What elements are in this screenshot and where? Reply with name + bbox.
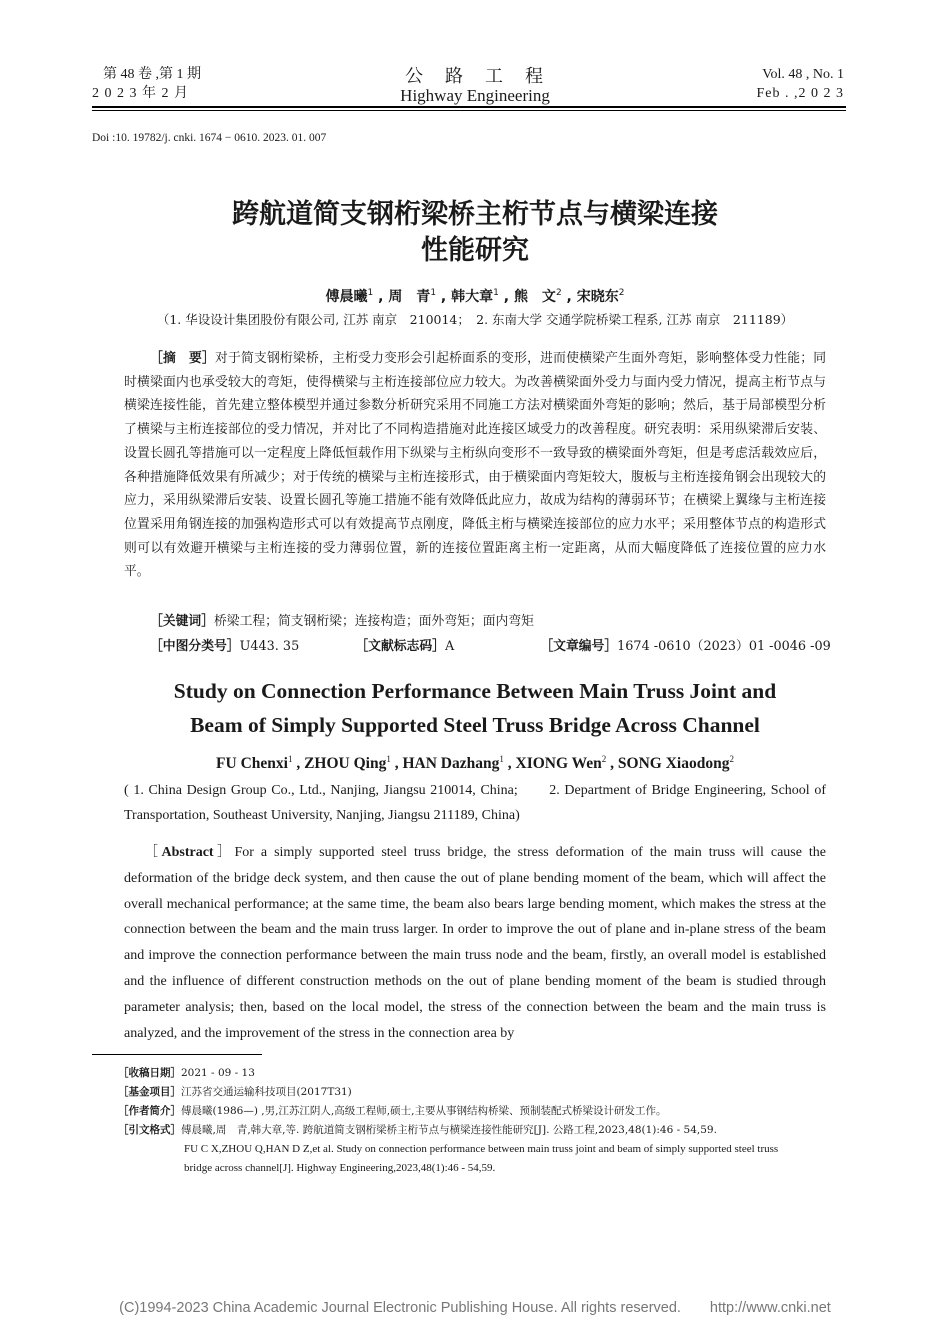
author-en: SONG Xiaodong$^2$ xyxy=(617,754,734,772)
title-en-line1: Study on Connection Performance Between Main Truss Joint and xyxy=(173,679,777,703)
author-cn: 熊 文$^2$ , xyxy=(513,288,577,305)
article-value: 1674 -0610（2023）01 -0046 -09 xyxy=(617,639,831,654)
authors-cn xyxy=(0,286,950,306)
authors-en xyxy=(0,755,950,773)
header-date-en: Feb . ,2 0 2 3 xyxy=(756,86,844,101)
keywords-text: 桥梁工程；简支钢桁梁；连接构造；面外弯矩；面内弯矩 xyxy=(213,614,534,629)
clc-label: ［中图分类号］ xyxy=(150,639,240,654)
doc-label: ［文献标志码］ xyxy=(355,639,445,654)
footnote-received: ［收稿日期］2021 - 09 - 13 xyxy=(118,1067,255,1079)
doi: Doi :10. 19782/j. cnki. 1674 − 0610. 2023. 01. 007 xyxy=(92,132,327,144)
footnote-cite-en-1: FU C X,ZHOU Q,HAN D Z,et al. Study on connection performance between main truss joint and beam of simply supported steel truss xyxy=(184,1143,779,1155)
clc-value: U443. 35 xyxy=(239,639,300,654)
author-cn: 韩大章$^1$ , xyxy=(451,288,514,305)
author-en: HAN Dazhang$^1$ , xyxy=(402,754,516,772)
footnote-cite-en-2: bridge across channel[J]. Highway Engineering,2023,48(1):46 - 54,59. xyxy=(184,1162,496,1174)
abstract-en-label: ［Abstract］ xyxy=(144,845,235,860)
footnotes xyxy=(118,1064,868,1178)
author-cn: 傅晨曦$^1$ , xyxy=(325,288,389,305)
abstract-en xyxy=(124,840,826,1046)
copyright-notice: (C)1994-2023 China Academic Journal Electronic Publishing House. All rights reserved. http://www.cnki.net xyxy=(119,1300,831,1316)
author-en: FU Chenxi$^1$ , xyxy=(216,754,305,772)
footnote-author: ［作者简介］傅晨曦(1986—) ,男,江苏江阴人,高级工程师,硕士,主要从事钢结构桥梁、预制装配式桥梁设计研发工作。 xyxy=(118,1105,667,1117)
footnote-fund: ［基金项目］江苏省交通运输科技项目(2017T31) xyxy=(118,1086,352,1098)
journal-title-en: Highway Engineering xyxy=(400,86,550,105)
keywords-label: ［关键词］ xyxy=(150,614,214,629)
abstract-en-text: For a simply supported steel truss bridge, the stress deformation of the main truss will cause the deformation of the bridge deck system, and then cause the out of plane bending moment of the beam, which will affect the overall mechanical performance; at the same time, the beam also bears large bending moment, which makes the stress at the connection between the beam and the main truss larger. In order to improve the out of plane and in-plane stress of the beam and improve the connection performance between the main truss node and the beam, firstly, an overall model is established and the influence of different construction methods on the out of plane bending moment of the beam is studied through parameter analysis; then, based on the local model, the stress of the connection between the beam and the main truss is analyzed, and the improvement of the stress in the connection area by xyxy=(124,845,827,1041)
author-en: XIONG Wen$^2$ , xyxy=(515,754,618,772)
affiliations-en: ( 1. China Design Group Co., Ltd., Nanjing, Jiangsu 210014, China; 2. Department of Bridge Engineering, School of Transportation, Southeast University, Nanjing, Jiangsu 211189, China) xyxy=(124,783,826,823)
keywords-cn xyxy=(124,612,852,632)
classification-line xyxy=(124,637,852,657)
header-vol-en: Vol. 48 , No. 1 xyxy=(762,67,844,82)
header-rule-thin xyxy=(92,110,846,111)
title-cn-line2: 性能研究 xyxy=(421,235,529,266)
header-rule-thick xyxy=(92,106,846,108)
footnote-cite: ［引文格式］傅晨曦,周 青,韩大章,等. 跨航道简支钢桁梁桥主桁节点与横梁连接性能研究[J]. 公路工程,2023,48(1):46 - 54,59. xyxy=(118,1124,717,1136)
journal-title-cn: 公 路 工 程 xyxy=(405,66,545,87)
header-date: 2 0 2 3 年 2 月 xyxy=(92,86,189,101)
author-en: ZHOU Qing$^1$ , xyxy=(304,754,403,772)
author-cn: 宋晓东$^2$ xyxy=(576,288,625,305)
title-en-line2: Beam of Simply Supported Steel Truss Bridge Across Channel xyxy=(190,713,760,737)
title-cn-line1: 跨航道简支钢桁梁桥主桁节点与横梁连接 xyxy=(232,199,718,230)
affiliations-cn: （1. 华设设计集团股份有限公司, 江苏 南京 210014； 2. 东南大学 交通学院桥梁工程系, 江苏 南京 211189） xyxy=(156,312,794,327)
footnote-rule xyxy=(92,1054,262,1055)
abstract-cn xyxy=(124,347,826,584)
author-cn: 周 青$^1$ , xyxy=(388,288,452,305)
abstract-cn-label: ［摘 要］ xyxy=(150,351,216,366)
abstract-cn-text: 对于简支钢桁梁桥，主桁受力变形会引起桥面系的变形，进而使横梁产生面外弯矩，影响整体受力性能；同时横梁面内也承受较大的弯矩，使得横梁与主桁连接部位应力较大。为改善横梁面外受力与面内受力情况，提高主桁节点与横梁连接性能，首先建立整体模型并通过参数分析研究采用不同施工方法对横梁面外弯矩的影响；然后，基于局部模型分析了横梁与主桁连接部位的受力情况，并对比了不同构造措施对此连接区域受力的改善程度。研究表明：采用纵梁滞后安装、设置长圆孔等措施可以一定程度上降低恒载作用下纵梁与主桁纵向变形不一致导致的横梁面外弯矩，但是考虑活载效应后，各种措施降低效果有所减少；对于传统的横梁与主桁连接形式，由于横梁面内弯矩较大，腹板与主桁连接角钢会出现较大的应力，采用纵梁滞后安装、设置长圆孔等施工措施不能有效降低此应力，故成为结构的薄弱环节；在横梁上翼缘与主桁连接位置采用角钢连接的加强构造形式可以有效提高节点刚度，降低主桁与横梁连接部位的应力水平；采用整体节点的构造形式则可以有效避开横梁与主桁连接的受力薄弱位置，新的连接位置距离主桁一定距离，从而大幅度降低了连接位置的应力水平。 xyxy=(124,351,827,580)
header-volume: 第 48 卷 ,第 1 期 xyxy=(103,67,201,82)
article-label: ［文章编号］ xyxy=(540,639,618,654)
doc-value: A xyxy=(444,639,455,654)
